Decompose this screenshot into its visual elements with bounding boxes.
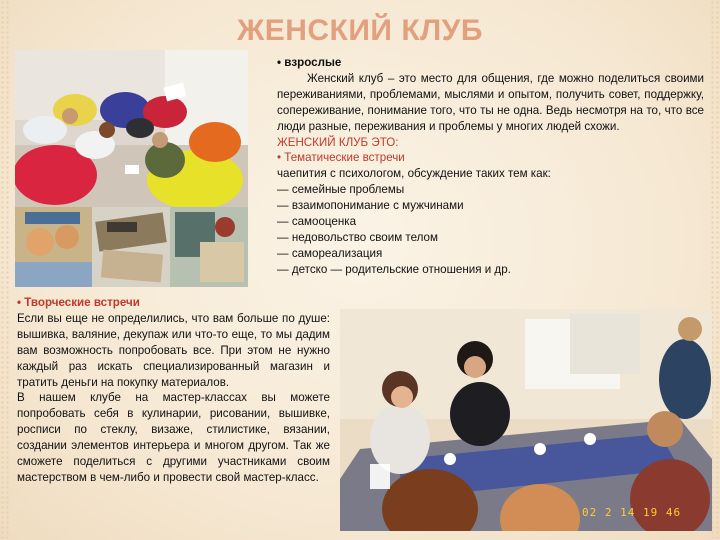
club-description: Женский клуб – это место для общения, где можно поделиться своими переживаниями, проблемами, мыслями и опытом, получить совет, поддержку, сопереживание, понимание того, что ты не одна. Ведь несмотря на то, что все люди разные, переживания и проблемы у многих людей схожи. bbox=[277, 71, 704, 133]
creative-paragraph-1: Если вы еще не определились, что вам больше по душе: вышивка, валяние, декупаж или что-то еще, то мы дадим вам возможность попробовать все. При этом не нужно каждый раз искать специализированный магазин и тратить деньги на покупку материалов. bbox=[17, 311, 330, 389]
photo-beanbag-group bbox=[15, 50, 248, 207]
photo-timestamp: 02 2 14 19 46 bbox=[582, 506, 682, 519]
photo-decoupage-2 bbox=[92, 207, 170, 287]
club-subtitle: ЖЕНСКИЙ КЛУБ ЭТО: bbox=[277, 135, 399, 149]
left-dotted-border bbox=[0, 0, 10, 540]
topic-item: — самооценка bbox=[277, 215, 357, 229]
adults-bullet: • взрослые bbox=[277, 56, 342, 69]
thematic-heading: • Тематические встречи bbox=[277, 151, 405, 165]
creative-heading: • Творческие встречи bbox=[17, 296, 140, 309]
topic-item: — семейные проблемы bbox=[277, 183, 405, 197]
page-title: ЖЕНСКИЙ КЛУБ bbox=[237, 14, 483, 47]
creative-section bbox=[17, 295, 330, 486]
creative-paragraph-2: В нашем клубе на мастер-классах вы можете попробовать себя в кулинарии, рисовании, вышивке, росписи по стеклу, визаже, стилистике, вязании, создании элементов интерьера и многом другом. Так же сможете поделиться с другими участниками своим мастерством в чем-либо и провести свой мастер-класс. bbox=[17, 391, 330, 484]
photo-decoupage-3 bbox=[170, 207, 248, 287]
topic-item: — детско — родительские отношения и др. bbox=[277, 262, 511, 276]
adults-section bbox=[277, 55, 704, 278]
topic-item: — недовольство своим телом bbox=[277, 230, 438, 244]
thematic-intro: чаепития с психологом, обсуждение таких тем как: bbox=[277, 167, 551, 181]
topic-item: — взаимопонимание с мужчинами bbox=[277, 199, 464, 213]
photo-tea-party bbox=[340, 309, 712, 531]
topic-item: — самореализация bbox=[277, 246, 383, 260]
photo-decoupage-1 bbox=[15, 207, 92, 287]
